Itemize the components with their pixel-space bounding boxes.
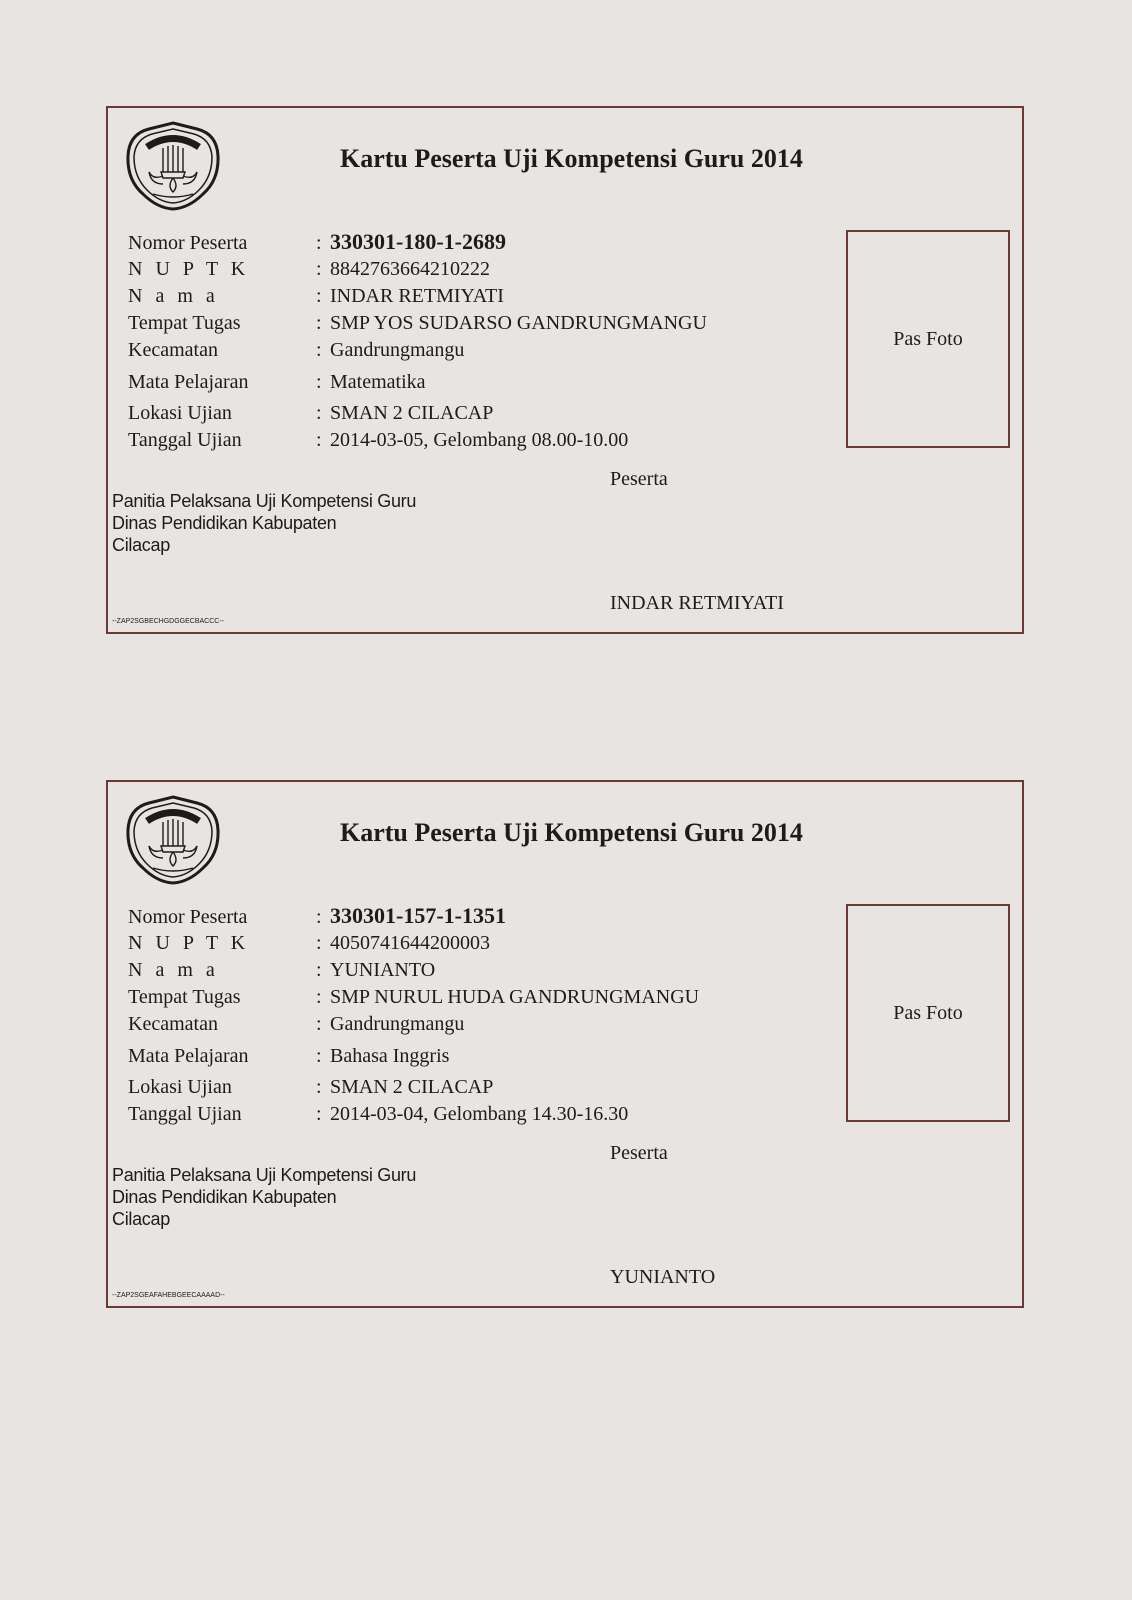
field-colon: : [316, 1103, 322, 1125]
exam-date-value: 2014-03-05, Gelombang 08.00-10.00 [330, 429, 629, 451]
committee-line: Cilacap [112, 1209, 170, 1229]
exam-location-value: SMAN 2 CILACAP [330, 402, 494, 424]
field-label: N a m a [128, 285, 219, 307]
photo-label: Pas Foto [893, 1002, 963, 1024]
field-nuptk [128, 931, 490, 955]
field-colon: : [316, 258, 322, 280]
field-label: Lokasi Ujian [128, 1076, 232, 1098]
field-nomor-peserta [128, 230, 506, 255]
participant-card-1 [106, 106, 1024, 634]
field-nama [128, 284, 504, 308]
photo-placeholder [846, 904, 1010, 1122]
field-nomor-peserta [128, 904, 506, 929]
committee-line: Dinas Pendidikan Kabupaten [112, 1187, 337, 1207]
field-colon: : [316, 371, 322, 393]
field-label: Mata Pelajaran [128, 371, 249, 393]
field-colon: : [316, 402, 322, 424]
committee-block [112, 1164, 416, 1230]
name-value: INDAR RETMIYATI [330, 285, 504, 307]
field-nuptk [128, 257, 490, 281]
field-kecamatan [128, 338, 464, 362]
committee-block [112, 490, 416, 556]
field-lokasi-ujian [128, 1075, 493, 1099]
committee-line: Cilacap [112, 535, 170, 555]
card-title: Kartu Peserta Uji Kompetensi Guru 2014 [340, 818, 803, 847]
card-code: --ZAP2SGEAFAHEBGEECAAAAD-- [112, 1292, 225, 1299]
committee-line: Panitia Pelaksana Uji Kompetensi Guru [112, 1165, 417, 1185]
field-tanggal-ujian [128, 428, 628, 452]
field-colon: : [316, 1076, 322, 1098]
field-colon: : [316, 232, 322, 254]
participant-card-2 [106, 780, 1024, 1308]
photo-placeholder [846, 230, 1010, 448]
tut-wuri-handayani-emblem-icon [122, 120, 224, 212]
field-colon: : [316, 1045, 322, 1067]
field-label: Tempat Tugas [128, 312, 241, 334]
field-tempat-tugas [128, 311, 707, 335]
field-colon: : [316, 932, 322, 954]
district-value: Gandrungmangu [330, 339, 465, 361]
exam-location-value: SMAN 2 CILACAP [330, 1076, 494, 1098]
field-lokasi-ujian [128, 401, 493, 425]
signer-name: YUNIANTO [610, 1266, 716, 1288]
committee-line: Panitia Pelaksana Uji Kompetensi Guru [112, 491, 417, 511]
field-label: Kecamatan [128, 1013, 218, 1035]
district-value: Gandrungmangu [330, 1013, 465, 1035]
field-colon: : [316, 986, 322, 1008]
workplace-value: SMP NURUL HUDA GANDRUNGMANGU [330, 986, 700, 1008]
field-mata-pelajaran [128, 1044, 449, 1068]
field-label: N a m a [128, 959, 219, 981]
field-nama [128, 958, 435, 982]
nuptk-value: 8842763664210222 [330, 258, 490, 280]
field-colon: : [316, 285, 322, 307]
field-label: Mata Pelajaran [128, 1045, 249, 1067]
field-colon: : [316, 429, 322, 451]
card-title: Kartu Peserta Uji Kompetensi Guru 2014 [340, 144, 803, 173]
participant-number: 330301-157-1-1351 [330, 903, 506, 928]
participant-signature-label: Peserta [610, 1142, 668, 1164]
workplace-value: SMP YOS SUDARSO GANDRUNGMANGU [330, 312, 707, 334]
field-label: N U P T K [128, 932, 250, 954]
field-label: Nomor Peserta [128, 232, 248, 254]
field-label: Lokasi Ujian [128, 402, 232, 424]
field-label: N U P T K [128, 258, 250, 280]
tut-wuri-handayani-emblem-icon [122, 794, 224, 886]
name-value: YUNIANTO [330, 959, 436, 981]
field-label: Kecamatan [128, 339, 218, 361]
field-colon: : [316, 959, 322, 981]
field-colon: : [316, 339, 322, 361]
committee-line: Dinas Pendidikan Kabupaten [112, 513, 337, 533]
signer-name: INDAR RETMIYATI [610, 592, 784, 614]
nuptk-value: 4050741644200003 [330, 932, 490, 954]
field-colon: : [316, 312, 322, 334]
field-label: Tanggal Ujian [128, 1103, 242, 1125]
subject-value: Matematika [330, 371, 426, 393]
field-label: Tanggal Ujian [128, 429, 242, 451]
card-code: --ZAP2SGBECHGDGGECBACCC-- [112, 618, 225, 625]
participant-number: 330301-180-1-2689 [330, 229, 506, 254]
field-tempat-tugas [128, 985, 699, 1009]
participant-signature-label: Peserta [610, 468, 668, 490]
photo-label: Pas Foto [893, 328, 963, 350]
field-colon: : [316, 906, 322, 928]
field-kecamatan [128, 1012, 464, 1036]
exam-date-value: 2014-03-04, Gelombang 14.30-16.30 [330, 1103, 629, 1125]
field-label: Nomor Peserta [128, 906, 248, 928]
field-colon: : [316, 1013, 322, 1035]
field-tanggal-ujian [128, 1102, 628, 1126]
field-label: Tempat Tugas [128, 986, 241, 1008]
subject-value: Bahasa Inggris [330, 1045, 450, 1067]
field-mata-pelajaran [128, 370, 426, 394]
